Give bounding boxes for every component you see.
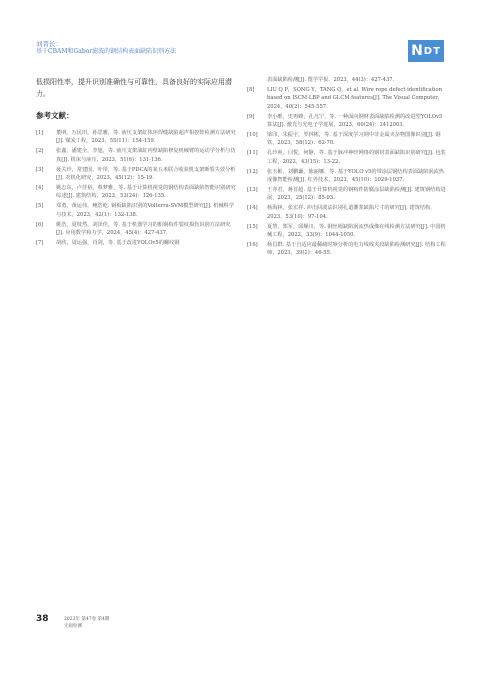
reference-item (247, 168, 447, 185)
reference-text: 姚志东，卢佳裕，蔡梦雅，等. 基于计算机视觉的钢结构表面缺陷智能识别研究综述[J]. 建筑结构，2023，53(24)：126-135. (56, 184, 236, 200)
reference-item (247, 86, 447, 111)
reference-number: [6] (36, 221, 44, 228)
intro-paragraph: 低损阳性率，提升识别准确性与可靠性，具备良好的实际应用潜力。 (36, 78, 232, 98)
reference-item (36, 202, 236, 219)
reference-item (36, 147, 236, 164)
header-author: 刘晋长： (36, 40, 62, 48)
reference-number: [12] (247, 168, 258, 175)
reference-item (247, 223, 447, 240)
reference-number (247, 76, 267, 84)
page-number: 38 (36, 614, 49, 624)
reference-number: [16] (247, 241, 258, 248)
reference-number: [13] (247, 186, 258, 193)
reference-number: [3] (36, 166, 44, 173)
reference-item (247, 131, 447, 148)
logo-letter-n: N (411, 43, 424, 59)
footer-issue: 2023年 第47卷 第4期 (64, 617, 110, 622)
reference-text: 夏慧，郑军，邱顺川，等. 钢丝绳缺陷涡流热成像在线检测方法研究[J]. 中国机械工程，2022，33(9)：1044-1050. (267, 223, 446, 238)
header-title: 基于CBAM和Gabor滤波的钢结构表面缺陷识别方法 (36, 48, 177, 55)
reference-item (36, 129, 236, 146)
reference-text: 邓勇，黄运伟，鲍浩屹. 钢板缺陷识别的Volterra-SVM模型研究[J]. 机械科学与技术，2023，42(1)：132-138. (56, 203, 235, 218)
reference-number: [7] (36, 239, 44, 246)
reference-number: [8] (247, 86, 255, 93)
footer (64, 616, 109, 630)
reference-item (36, 239, 236, 247)
reference-item (247, 149, 447, 166)
references-list-right (247, 76, 447, 258)
reference-text: 王亦君，蒋首超. 基于计算机视觉的钢构件防腐涂层缺陷检测[J]. 建筑钢结构进展，2023，25(12)：85-93. (267, 186, 446, 202)
reference-text: 杨海林，张宏祥. 冲击回波法识别孔道灌浆缺陷尺寸的研究[J]. 建筑结构，2023，53(10)：97-104. (267, 205, 436, 220)
reference-number: [1] (36, 130, 44, 136)
reference-text: 李小维，史再峰，孔凡宁，等. 一种面向钢材表面缺陷检测的改进型YOLOv5算法[J]. 激光与光电子学进展，2023，60(24)：2412003. (267, 113, 443, 129)
reference-item (247, 186, 447, 203)
reference-text: 梁印，朱振宇，罗林彬，等. 基于深度学习钢中非金属夹杂物图像识别[J]. 钢铁，2023，58(12)：62-70. (267, 131, 441, 147)
references-list-left (36, 129, 236, 247)
reference-text: 姚浩，夏枝然，刘泽佳，等. 基于机器学习的船钢构件裂纹损伤识别方法研究[J]. 应用数学和力学，2024，45(4)：427-437. (56, 221, 231, 236)
running-header (36, 40, 336, 56)
reference-number: [15] (247, 223, 258, 230)
reference-text: 董明，万民田，孙思雅，等. 液压支架缸体环焊缝缺陷超声相控阵检测方法研究[J]. 煤炭工程，2023，55(11)：154-159. (56, 130, 236, 145)
reference-number: [2] (36, 148, 44, 155)
logo-letters-dt: DT (423, 45, 441, 57)
reference-number: [4] (36, 184, 44, 191)
reference-item (247, 76, 447, 84)
reference-text: 张玉彬，刘鹏谦，陈丽娜，等. 基于YOLO v5的带涂层钢结构表面缺陷涡流热成像智能检测[J]. 红外技术，2023，45(10)：1029-1037. (267, 168, 444, 183)
reference-text: 张鑫，潘建全，李旭，等. 液压支架油缸内壁缺陷修复机械臂的运动学分析与仿真[J]. 机床与液压，2023，51(6)：131-136. (56, 148, 236, 163)
reference-number: [9] (247, 113, 255, 120)
footer-journal: 无损检测 (64, 624, 82, 629)
reference-item (247, 113, 447, 130)
reference-text: 胡欣，周运强，肖剑，等. 基于改进YOLOv5的螺纹钢 (56, 239, 180, 246)
references-heading: 参考文献： (36, 111, 74, 120)
reference-item (36, 166, 236, 183)
reference-text: 表面缺陷检测[J]. 图学学报，2023，44(3)：427-437. (267, 77, 395, 83)
journal-logo (408, 40, 444, 62)
reference-text: LIU Q P，SONG Y，TANG Q，et al. Wire rope defect identification based on ISCM-LBP and GLCM features[J]. The Visual Computer，2024，40(2)：545-557. (267, 86, 444, 110)
reference-number: [14] (247, 205, 258, 212)
reference-text: 杨昌群. 基于自适应最稀疏时频分析的电力线线夹段缺陷检测研究[J]. 结构工程师，2023，39(1)：46-55. (267, 241, 446, 257)
reference-number: [10] (247, 131, 258, 138)
reference-item (247, 241, 447, 258)
reference-text: 孔玲爽，闫悦，何静，等. 基于脉冲神经网络的钢材表面缺陷识别研究[J]. 包装工程，2022，43(15)：13-22. (267, 150, 446, 165)
reference-item (247, 204, 447, 221)
reference-number: [11] (247, 150, 258, 157)
right-column (247, 76, 447, 259)
reference-item (36, 221, 236, 238)
left-column (36, 76, 236, 249)
reference-item (36, 184, 236, 201)
reference-number: [5] (36, 203, 44, 210)
reference-text: 聂关玲，常建国，叶彤，等. 基于PDCA的某五米联合收获机支架断裂失效分析[J]. 农机化研究，2023，45(12)：15-19. (56, 166, 236, 182)
